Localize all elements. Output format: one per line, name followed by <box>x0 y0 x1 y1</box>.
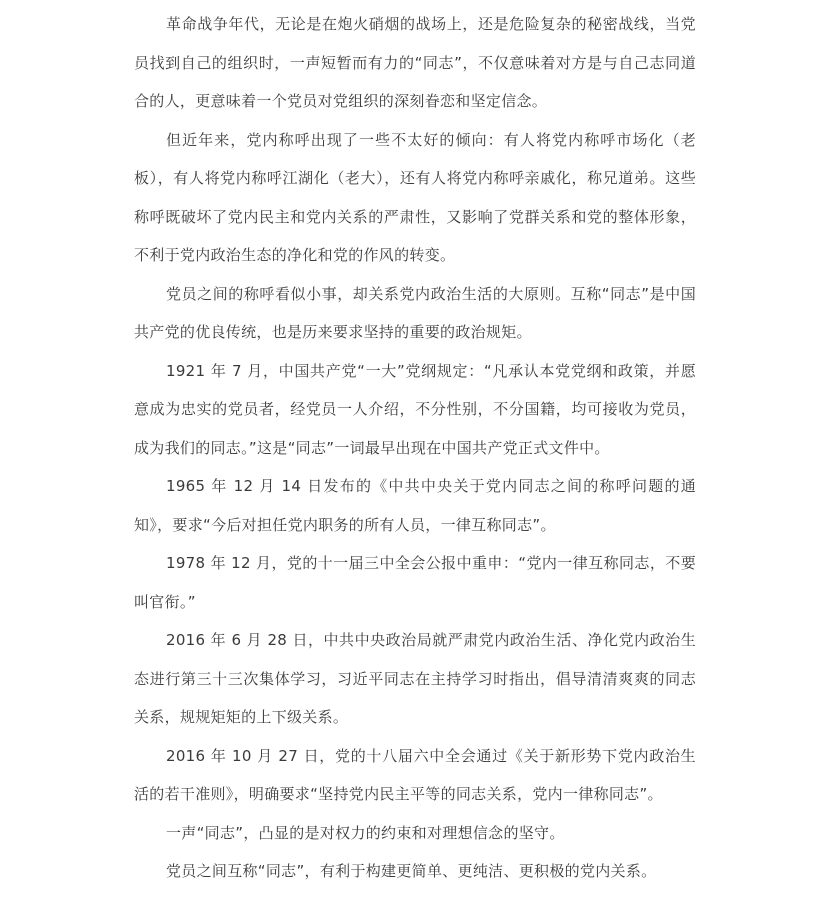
paragraph-significance: 一声“同志”，凸显的是对权力的约束和对理想信念的坚守。 <box>166 823 565 842</box>
paragraph-1921: 1921 年 7 月，中国共产党“一大”党纲规定：“凡承认本党党纲和政策，并愿意成为忠实的党员者，经党员一人介绍，不分性别，不分国籍，均可接收为党员，成为我们的同志。”这是“同志”一词最早出现在中国共产党正式文件中。 <box>134 361 696 457</box>
article-body <box>134 5 696 891</box>
paragraph-1965: 1965 年 12 月 14 日发布的《中共中央关于党内同志之间的称呼问题的通知》，要求“今后对担任党内职务的所有人员，一律互称同志”。 <box>134 477 696 534</box>
paragraph-principle: 党员之间的称呼看似小事，却关系党内政治生活的大原则。互称“同志”是中国共产党的优良传统，也是历来要求坚持的重要的政治规矩。 <box>134 284 696 341</box>
paragraph-2016-october: 2016 年 10 月 27 日，党的十八届六中全会通过《关于新形势下党内政治生活的若干准则》，明确要求“坚持党内民主平等的同志关系，党内一律称同志”。 <box>134 746 696 803</box>
paragraph-revolution-era: 革命战争年代，无论是在炮火硝烟的战场上，还是危险复杂的秘密战线，当党员找到自己的组织时，一声短暂而有力的“同志”，不仅意味着对方是与自己志同道合的人，更意味着一个党员对党组织的深刻眷恋和坚定信念。 <box>134 15 696 110</box>
paragraph-conclusion: 党员之间互称“同志”，有利于构建更简单、更纯洁、更积极的党内关系。 <box>166 862 657 880</box>
paragraph-1978: 1978 年 12 月，党的十一届三中全会公报中重申：“党内一律互称同志，不要叫官衔。” <box>134 554 696 611</box>
paragraph-2016-june: 2016 年 6 月 28 日，中共中央政治局就严肃党内政治生活、净化党内政治生态进行第三十三次集体学习，习近平同志在主持学习时指出，倡导清清爽爽的同志关系，规规矩矩的上下级关系。 <box>134 631 696 726</box>
paragraph-bad-tendencies: 但近年来，党内称呼出现了一些不太好的倾向：有人将党内称呼市场化（老板），有人将党内称呼江湖化（老大），还有人将党内称呼亲戚化，称兄道弟。这些称呼既破坏了党内民主和党内关系的严肃性，又影响了党群关系和党的整体形象，不利于党内政治生态的净化和党的作风的转变。 <box>134 130 696 264</box>
